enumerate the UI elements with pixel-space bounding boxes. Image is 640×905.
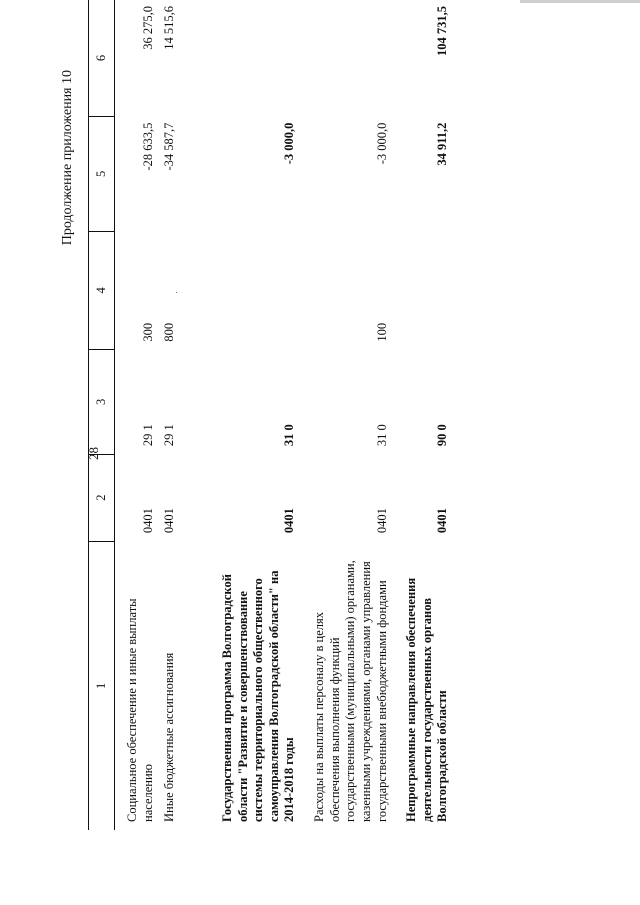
row-amount: 14 515,6 (162, 6, 177, 50)
table-row (390, 0, 451, 830)
header-col-3: 3 (89, 350, 115, 455)
row-expense-type: 300 (140, 322, 155, 342)
header-col-6: 6 (89, 0, 115, 117)
row-section-code: 0401 (140, 508, 155, 534)
row-section-code: 0401 (282, 508, 297, 534)
table-row (298, 0, 390, 830)
row-expense-type (178, 231, 298, 349)
continuation-label: Продолжение приложения 10 (60, 70, 75, 246)
header-row (89, 0, 115, 830)
row-change: -3 000,0 (374, 122, 389, 165)
row-amount (298, 0, 390, 117)
page-number: 28 (86, 447, 101, 460)
row-name: Иные бюджетные ассигнования (162, 652, 177, 822)
row-change: -3 000,0 (282, 122, 297, 165)
row-target-code: 90 0 (435, 424, 450, 447)
header-col-5: 5 (89, 117, 115, 232)
row-name: Социальное обеспечение и иные выплаты населению (125, 598, 155, 822)
table-row (115, 0, 157, 830)
row-change: -28 633,5 (140, 122, 155, 171)
header-col-4: 4 (89, 231, 115, 349)
row-amount: 104 731,5 (435, 6, 450, 56)
row-target-code: 29 1 (140, 424, 155, 447)
row-section-code: 0401 (374, 508, 389, 534)
row-amount (178, 0, 298, 117)
row-expense-type: 100 (374, 322, 389, 342)
row-expense-type: 800 (162, 322, 177, 342)
row-target-code: 31 0 (374, 424, 389, 447)
row-name: Государственная программа Волгоградской области "Развитие и совершенствование системы территориального общественного самоуправления Волгоградской области" на 2014-2018 годы (219, 570, 297, 822)
row-section-code: 0401 (162, 508, 177, 534)
row-change: 34 911,2 (435, 122, 450, 166)
row-name: Расходы на выплаты персоналу в целях обеспечения выполнения функций государственными (муниципальными) органами, казенными учреждениями, органами управления государственными внебюджетными фондами (312, 560, 389, 822)
row-target-code: 31 0 (282, 424, 297, 447)
row-change: -34 587,7 (162, 122, 177, 171)
table-row (178, 0, 298, 830)
row-name: Непрограммные направления обеспечения деятельности государственных органов Волгоградской области (404, 577, 450, 822)
header-col-2: 2 (89, 454, 115, 541)
table-row (156, 0, 178, 830)
budget-table (88, 0, 451, 830)
row-amount: 36 275,0 (140, 6, 155, 50)
header-col-1: 1 (89, 541, 115, 830)
row-section-code: 0401 (435, 508, 450, 534)
row-target-code: 29 1 (162, 424, 177, 447)
row-expense-type (390, 231, 451, 349)
